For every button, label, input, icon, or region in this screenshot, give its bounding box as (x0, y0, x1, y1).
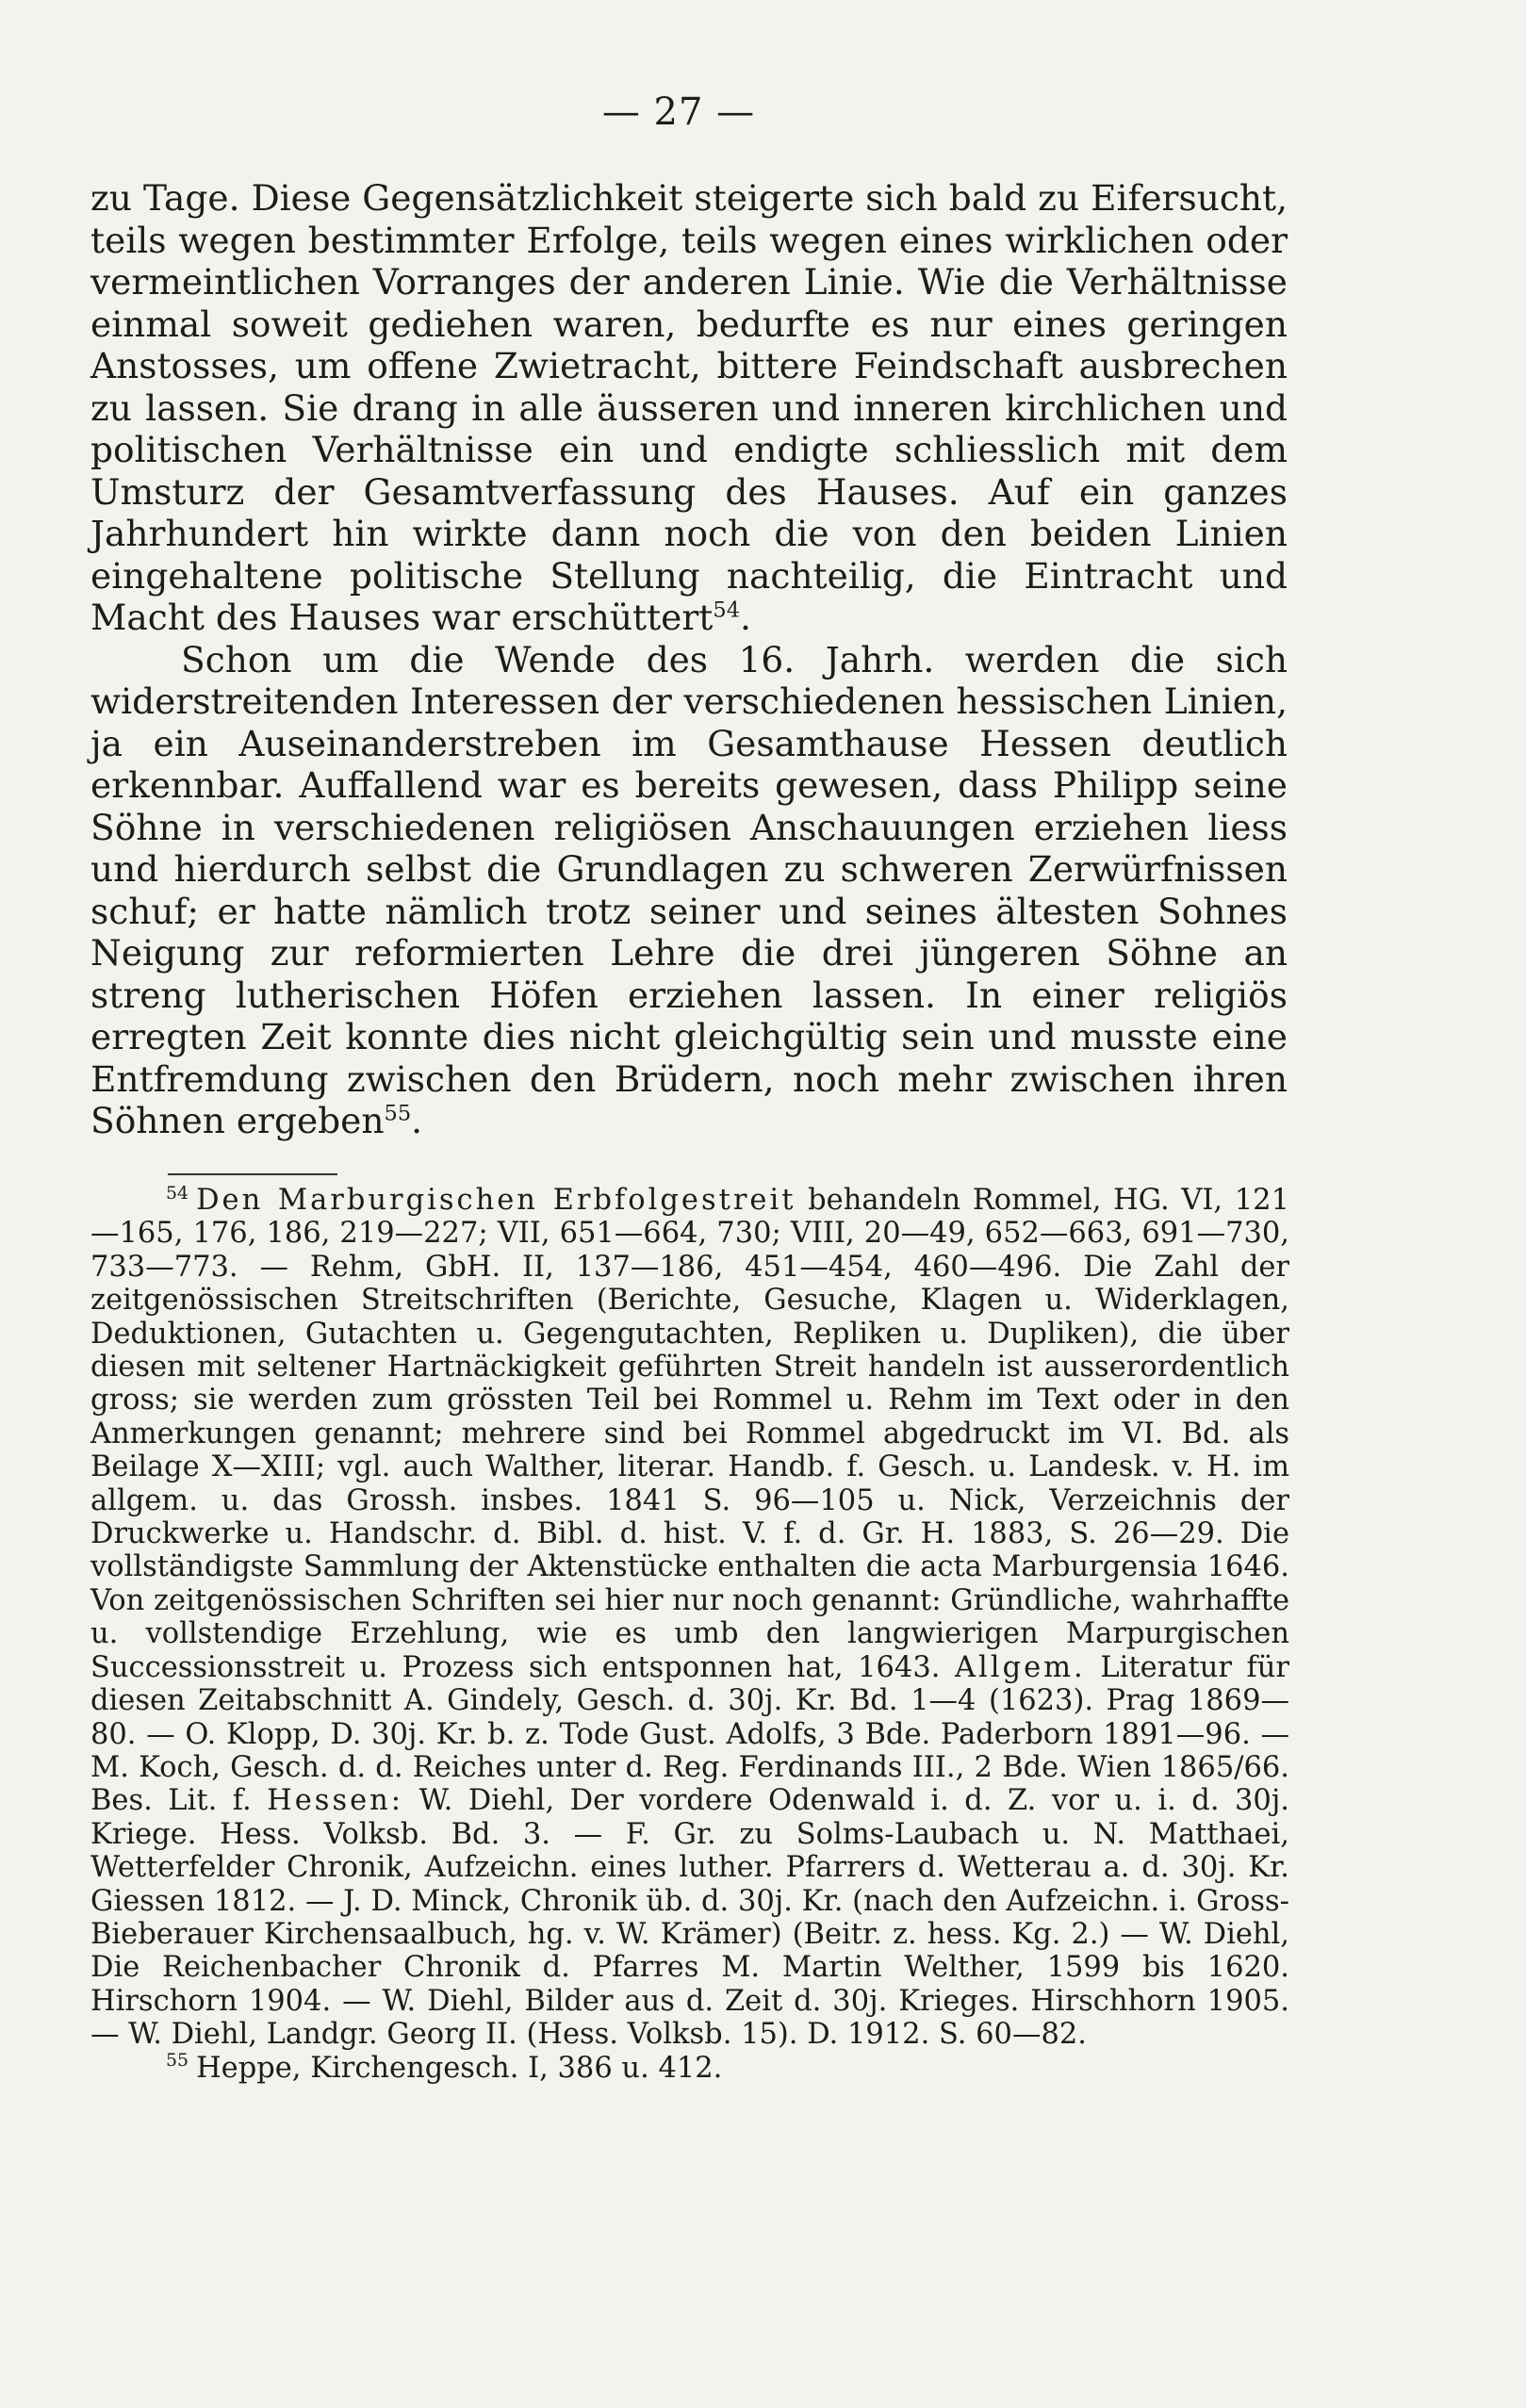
footnote-lead: Den Marburgischen Erbfolgestreit (196, 1184, 796, 1217)
footnote-ref: 55 (384, 1101, 412, 1126)
footnote-divider (168, 1173, 337, 1175)
footnote-lead: Allgem. (955, 1650, 1086, 1684)
paragraph-text: Schon um die Wende des 16. Jahrh. werden die sich widerstreitenden Interessen der verschiedenen hessischen Linien, ja ein Auseinanderstreben im Gesamthause Hessen deutlich erkennbar. Auffallend war es bereits gewesen, dass Philipp seine Söhne in verschiedenen religiösen Anschauungen erziehen liess und hierdurch selbst die Grundlagen zu schweren Zerwürfnissen schuf; er hatte nämlich trotz seiner und seines ältesten Sohnes Neigung zur reformierten Lehre die drei jüngeren Söhne an streng lutherischen Höfen erziehen lassen. In einer religiös erregten Zeit konnte dies nicht gleichgültig sein und musste eine Entfremdung zwischen den Brüdern, noch mehr zwischen ihren Söhnen ergeben (90, 638, 1288, 1141)
footnote-lead: Hessen: (267, 1784, 404, 1818)
footnote-mark: 54 (166, 1182, 189, 1204)
page-number: — 27 — (601, 90, 756, 134)
main-text (90, 177, 1288, 1142)
footnote-text: W. Diehl, Der vordere Odenwald i. d. Z. vor u. i. d. 30j. Kriege. Hess. Volksb. Bd. 3. — F. Gr. zu Solms-Laubach u. N. Matthaei, Wetterfelder Chronik, Aufzeichn. eines luther. Pfarrers d. Wetterau a. d. 30j. Kr. Giessen 1812. — J. D. Minck, Chronik üb. d. 30j. Kr. (nach den Aufzeichn. i. Gross-Bieberauer Kirchensaalbuch, hg. v. W. Krämer) (Beitr. z. hess. Kg. 2.) — W. Diehl, Die Reichenbacher Chronik d. Pfarres M. Martin Welther, 1599 bis 1620. Hirschorn 1904. — W. Diehl, Bilder aus d. Zeit d. 30j. Krieges. Hirschhorn 1905. — W. Diehl, Landgr. Georg II. (Hess. Volksb. 15). D. 1912. S. 60—82. (90, 1784, 1289, 2052)
paragraph: zu Tage. Diese Gegensätzlichkeit steigerte sich bald zu Eifersucht, teils wegen bestimmter Erfolge, teils wegen eines wirklichen oder vermeintlichen Vorranges der anderen Linie. Wie die Verhältnisse einmal soweit gediehen waren, bedurfte es nur eines geringen Anstosses, um offene Zwietracht, bittere Feindschaft ausbrechen zu lassen. Sie drang in alle äusseren und inneren kirchlichen und politischen Verhältnisse ein und endigte schliesslich mit dem Umsturz der Gesamtverfassung des Hauses. Auf ein ganzes Jahrhundert hin wirkte dann noch die von den beiden Linien eingehaltene politische Stellung nachteilig, die Eintracht und Macht des Hauses war erschüttert$^{54}$. (90, 177, 1288, 638)
paragraph-text: zu Tage. Diese Gegensätzlichkeit steigerte sich bald zu Eifersucht, teils wegen bestimmter Erfolge, teils wegen eines wirklichen oder vermeintlichen Vorranges der anderen Linie. Wie die Verhältnisse einmal soweit gediehen waren, bedurfte es nur eines geringen Anstosses, um offene Zwietracht, bittere Feindschaft ausbrechen zu lassen. Sie drang in alle äusseren und inneren kirchlichen und politischen Verhältnisse ein und endigte schliesslich mit dem Umsturz der Gesamtverfassung des Hauses. Auf ein ganzes Jahrhundert hin wirkte dann noch die von den beiden Linien eingehaltene politische Stellung nachteilig, die Eintracht und Macht des Hauses war erschüttert (90, 177, 1288, 638)
footnotes (90, 1184, 1289, 2085)
footnote (90, 1184, 1289, 2052)
footnote-ref: 54 (713, 598, 741, 623)
footnote-text: Literatur für diesen Zeitabschnitt A. Gindely, Gesch. d. 30j. Kr. Bd. 1—4 (1623). Prag 1869—80. — O. Klopp, D. 30j. Kr. b. z. Tode Gust. Adolfs, 3 Bde. Paderborn 1891—96. — M. Koch, Gesch. d. d. Reiches unter d. Reg. Ferdinands III., 2 Bde. Wien 1865/66. Bes. Lit. f. (90, 1650, 1290, 1818)
paragraph: Schon um die Wende des 16. Jahrh. werden die sich widerstreitenden Interessen der verschiedenen hessischen Linien, ja ein Auseinanderstreben im Gesamthause Hessen deutlich erkennbar. Auffallend war es bereits gewesen, dass Philipp seine Söhne in verschiedenen religiösen Anschauungen erziehen liess und hierdurch selbst die Grundlagen zu schweren Zerwürfnissen schuf; er hatte nämlich trotz seiner und seines ältesten Sohnes Neigung zur reformierten Lehre die drei jüngeren Söhne an streng lutherischen Höfen erziehen lassen. In einer religiös erregten Zeit konnte dies nicht gleichgültig sein und musste eine Entfremdung zwischen den Brüdern, noch mehr zwischen ihren Söhnen ergeben$^{55}$. (90, 638, 1288, 1141)
footnote-mark: 55 (166, 2050, 189, 2072)
footnote (90, 2052, 1289, 2085)
footnote-text: Heppe, Kirchengesch. I, 386 u. 412. (196, 2051, 723, 2085)
footnote-text: behandeln Rommel, HG. VI, 121—165, 176, 186, 219—227; VII, 651—664, 730; VIII, 20—49, 652—663, 691—730, 733—773. — Rehm, GbH. II, 137—186, 451—454, 460—496. Die Zahl der zeitgenössischen Streitschriften (Berichte, Gesuche, Klagen u. Widerklagen, Deduktionen, Gutachten u. Gegengutachten, Repliken u. Dupliken), die über diesen mit seltener Hartnäckigkeit geführten Streit handeln ist ausserordentlich gross; sie werden zum grössten Teil bei Rommel u. Rehm im Text oder in den Anmerkungen genannt; mehrere sind bei Rommel abgedruckt im VI. Bd. als Beilage X—XIII; vgl. auch Walther, literar. Handb. f. Gesch. u. Landesk. v. H. im allgem. u. das Grossh. insbes. 1841 S. 96—105 u. Nick, Verzeichnis der Druckwerke u. Handschr. d. Bibl. d. hist. V. f. d. Gr. H. 1883, S. 26—29. Die vollständigste Sammlung der Aktenstücke enthalten die acta Marburgensia 1646. Von zeitgenössischen Schriften sei hier nur noch genannt: Gründliche, wahrhaffte u. vollstendige Erzehlung, wie es umb den langwierigen Marpurgischen Successionsstreit u. Prozess sich entsponnen hat, 1643. (90, 1184, 1289, 1684)
